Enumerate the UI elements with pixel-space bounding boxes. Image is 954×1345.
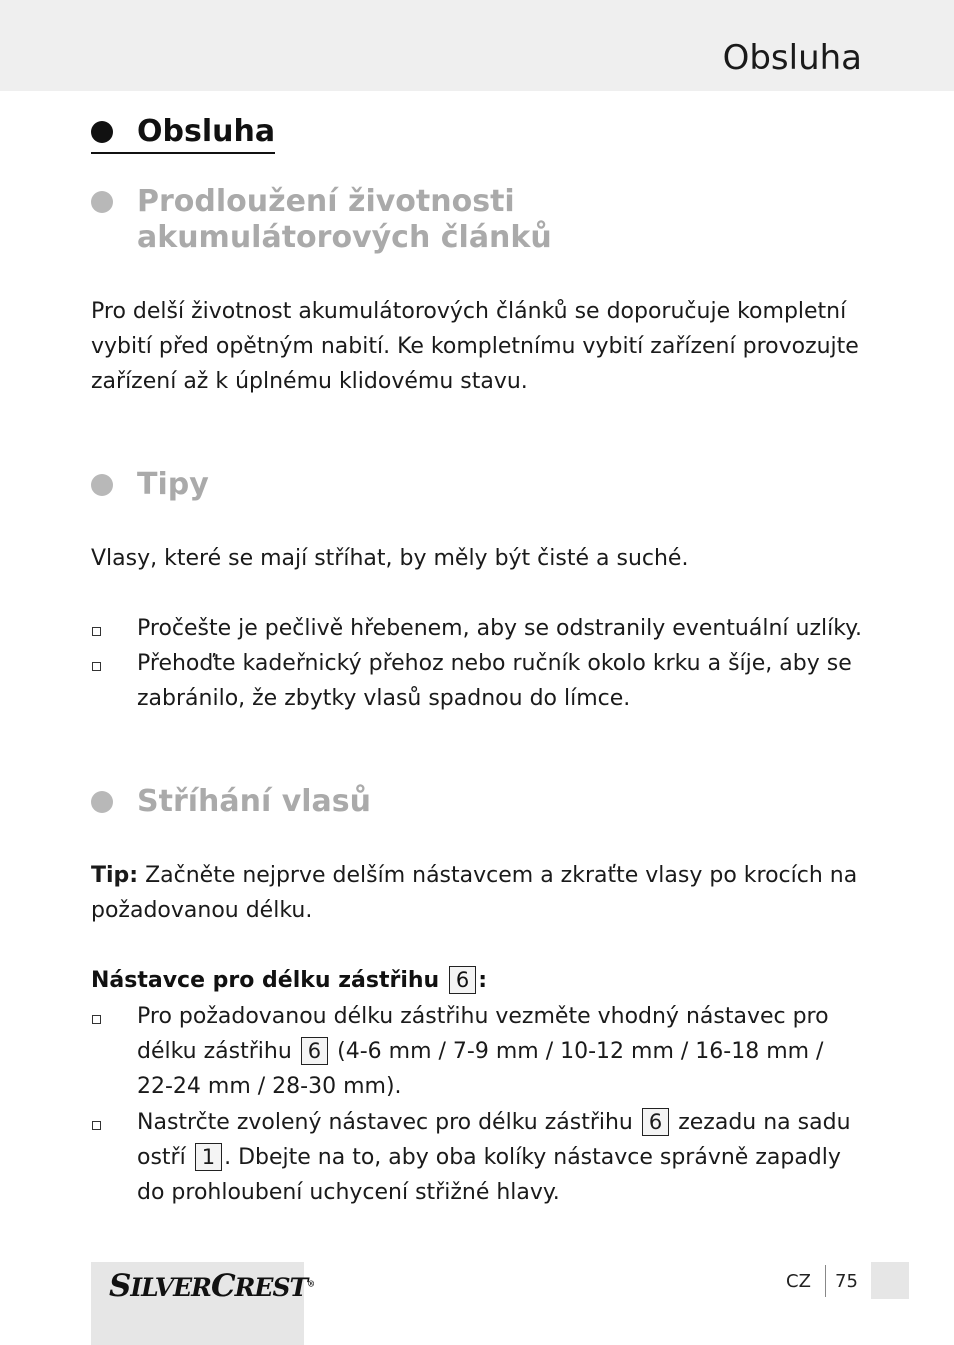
part-ref-box: 1: [195, 1143, 222, 1171]
paragraph-line: [91, 858, 861, 893]
bullet-box: [92, 627, 101, 636]
bullet-text-part: ostří: [137, 1145, 186, 1170]
heading-line: akumulátorových článků: [137, 220, 552, 255]
language-code: CZ: [786, 1271, 811, 1292]
logo-letter: C: [210, 1268, 235, 1304]
tips-bullet-2: [137, 646, 867, 716]
bullet-line: 22-24 mm / 28-30 mm).: [137, 1074, 402, 1099]
logo-letter: S: [109, 1268, 131, 1304]
bullet-line: [137, 1140, 867, 1175]
heading-bullet: [91, 791, 113, 813]
paragraph-line: požadovanou délku.: [91, 898, 313, 923]
paragraph-line: vybití před opětným nabití. Ke kompletnímu vybití zařízení provozujte: [91, 334, 859, 359]
bullet-line: [137, 1105, 867, 1140]
bullet-text-part: zezadu na sadu: [671, 1110, 851, 1135]
page-number: 75: [835, 1271, 858, 1292]
logo-letters: REST: [234, 1273, 308, 1302]
bullet-box: [92, 1015, 101, 1024]
cutting-tip: [91, 858, 861, 928]
subheading-colon: :: [478, 968, 488, 993]
footer-tab: [871, 1262, 909, 1299]
heading-bullet: [91, 474, 113, 496]
section-heading-battery: [137, 184, 552, 256]
bullet-line: Přehoďte kadeřnický přehoz nebo ručník okolo krku a šíje, aby se: [137, 651, 852, 676]
bullet-box: [92, 1121, 101, 1130]
section-heading-obsluha: Obsluha: [137, 114, 276, 149]
paragraph-line: Pro delší životnost akumulátorových článků se doporučuje kompletní: [91, 299, 847, 324]
bullet-line: zabránilo, že zbytky vlasů spadnou do límce.: [137, 686, 631, 711]
section-heading-cutting: Stříhání vlasů: [137, 784, 372, 819]
registered-mark: ®: [307, 1278, 315, 1289]
bullet-text-part: . Dbejte na to, aby oba kolíky nástavce správně zapadly: [224, 1145, 841, 1170]
bullet-line: [137, 1034, 867, 1069]
bullet-line: Pro požadovanou délku zástřihu vezměte vhodný nástavec pro: [137, 1004, 829, 1029]
bullet-box: [92, 662, 101, 671]
heading-bullet: [91, 191, 113, 213]
footer-divider: [825, 1265, 826, 1297]
paragraph-line: zařízení až k úplnému klidovému stavu.: [91, 369, 528, 394]
heading-line: Prodloužení životnosti: [137, 184, 515, 219]
bullet-text-part: (4-6 mm / 7-9 mm / 10-12 mm / 16-18 mm /: [330, 1039, 824, 1064]
bullet-text-part: délku zástřihu: [137, 1039, 292, 1064]
section-heading-tips: Tipy: [137, 467, 209, 502]
tip-label: Tip:: [91, 863, 139, 888]
logo-letters: ILVER: [130, 1273, 211, 1302]
part-ref-box: 6: [301, 1037, 328, 1065]
battery-paragraph: [91, 294, 861, 399]
heading-bullet: [91, 121, 113, 143]
attachments-subheading: [91, 963, 487, 998]
tips-intro: Vlasy, které se mají stříhat, by měly být čisté a suché.: [91, 546, 689, 571]
tip-text: Začněte nejprve delším nástavcem a zkraťte vlasy po krocích na: [138, 863, 858, 888]
cutting-bullet-2: [137, 1105, 867, 1210]
bullet-line: do prohloubení uchycení střižné hlavy.: [137, 1180, 560, 1205]
subheading-text: Nástavce pro délku zástřihu: [91, 968, 440, 993]
silvercrest-logo: [109, 1268, 314, 1304]
tips-bullet-1: Pročešte je pečlivě hřebenem, aby se odstranily eventuální uzlíky.: [137, 616, 863, 641]
bullet-text-part: Nastrčte zvolený nástavec pro délku zástřihu: [137, 1110, 633, 1135]
page-header-title: Obsluha: [722, 38, 862, 78]
part-ref-box: 6: [449, 966, 476, 994]
cutting-bullet-1: [137, 999, 867, 1104]
part-ref-box: 6: [642, 1108, 669, 1136]
heading-underline: [91, 152, 275, 154]
